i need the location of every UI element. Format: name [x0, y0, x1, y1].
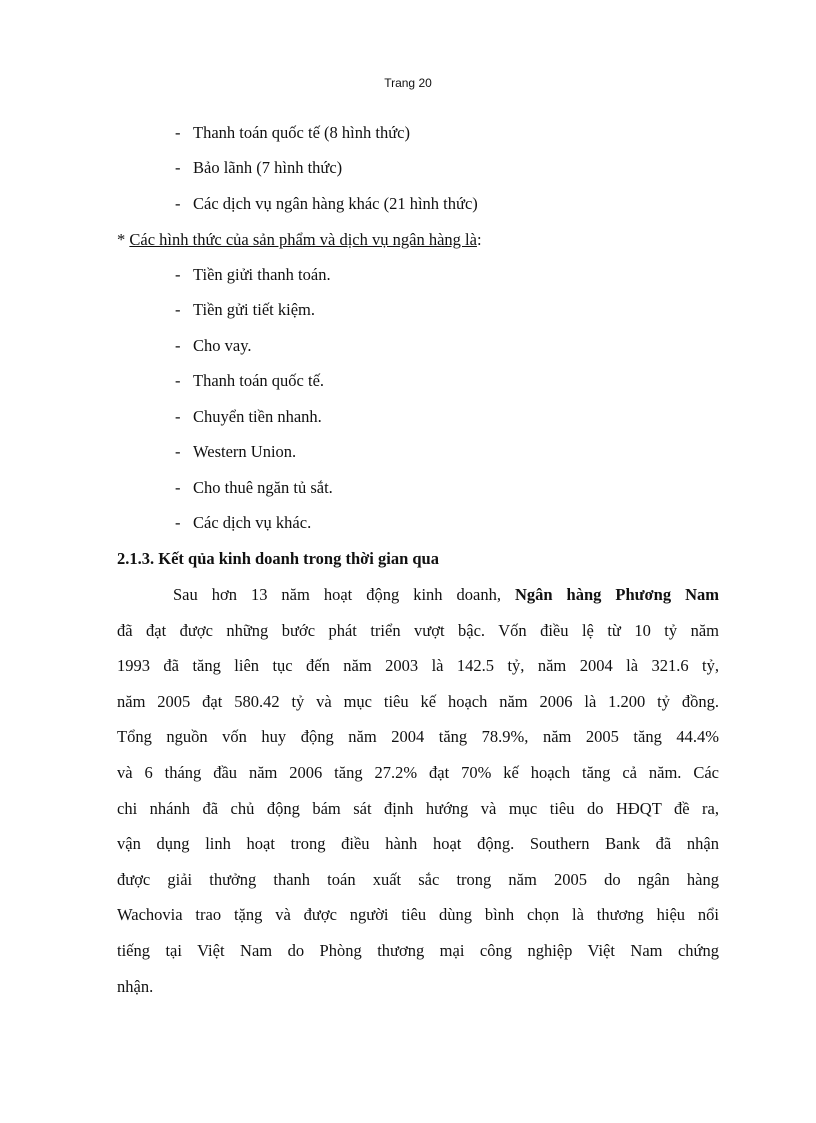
paragraph-line	[117, 583, 719, 619]
list-intro	[117, 230, 482, 250]
list-item-text: Thanh toán quốc tế (8 hình thức)	[193, 123, 410, 142]
list-item-text: Tiền gửi tiết kiệm.	[193, 300, 316, 319]
paragraph-line: nhận.	[117, 976, 154, 996]
asterisk: *	[117, 230, 130, 249]
paragraph-line: 1993 đã tăng liên tục đến năm 2003 là 142.5 tỷ, năm 2004 là 321.6 tỷ,	[117, 656, 719, 676]
page-number: Trang 20	[384, 76, 432, 90]
list-item-text: Các dịch vụ khác.	[193, 513, 312, 532]
bullet-dash: -	[175, 442, 181, 461]
paragraph-line: đã đạt được những bước phát triển vượt bậc. Vốn điều lệ từ 10 tỷ năm	[117, 620, 719, 640]
bullet-dash: -	[175, 371, 181, 390]
section-heading: 2.1.3. Kết qủa kinh doanh trong thời gian qua	[117, 549, 439, 568]
body-paragraph	[117, 583, 719, 1010]
bullet-dash: -	[175, 336, 181, 355]
list-item-text: Western Union.	[193, 442, 297, 461]
paragraph-line: vận dụng linh hoạt trong điều hành hoạt động. Southern Bank đã nhận	[117, 834, 719, 854]
paragraph-line: được giải thưởng thanh toán xuất sắc trong năm 2005 do ngân hàng	[117, 869, 719, 889]
bullet-dash: -	[175, 194, 181, 213]
paragraph-line: chi nhánh đã chủ động bám sát định hướng và mục tiêu do HĐQT đề ra,	[117, 798, 719, 818]
bullet-dash: -	[175, 513, 181, 532]
paragraph-line: năm 2005 đạt 580.42 tỷ và mục tiêu kế hoạch năm 2006 là 1.200 tỷ đồng.	[117, 691, 719, 711]
bullet-dash: -	[175, 265, 181, 284]
list-item-text: Bảo lãnh (7 hình thức)	[193, 158, 343, 177]
bullet-dash: -	[175, 478, 181, 497]
list-item-text: Các dịch vụ ngân hàng khác (21 hình thức)	[193, 194, 478, 213]
paragraph-lead: Sau hơn 13 năm hoạt động kinh doanh,	[173, 585, 515, 604]
paragraph-line: Tổng nguồn vốn huy động năm 2004 tăng 78.9%, năm 2005 tăng 44.4%	[117, 727, 719, 747]
bullet-dash: -	[175, 158, 181, 177]
list-intro-text: Các hình thức của sản phẩm và dịch vụ ngân hàng là	[129, 230, 477, 249]
list-item-text: Tiền giửi thanh toán.	[193, 265, 331, 284]
paragraph-line: tiếng tại Việt Nam do Phòng thương mại công nghiệp Việt Nam chứng	[117, 940, 719, 960]
list-item-text: Chuyển tiền nhanh.	[193, 407, 322, 426]
paragraph-line: và 6 tháng đầu năm 2006 tăng 27.2% đạt 70% kế hoạch tăng cả năm. Các	[117, 762, 719, 782]
colon: :	[476, 230, 482, 249]
bullet-dash: -	[175, 123, 181, 142]
list-item-text: Thanh toán quốc tế.	[193, 371, 325, 390]
bullet-dash: -	[175, 300, 181, 319]
bank-name: Ngân hàng Phương Nam	[514, 585, 720, 604]
list-item-text: Cho vay.	[193, 336, 252, 355]
list-item-text: Cho thuê ngăn tủ sắt.	[193, 478, 333, 497]
paragraph-line: Wachovia trao tặng và được người tiêu dùng bình chọn là thương hiệu nổi	[117, 905, 719, 925]
bullet-dash: -	[175, 407, 181, 426]
